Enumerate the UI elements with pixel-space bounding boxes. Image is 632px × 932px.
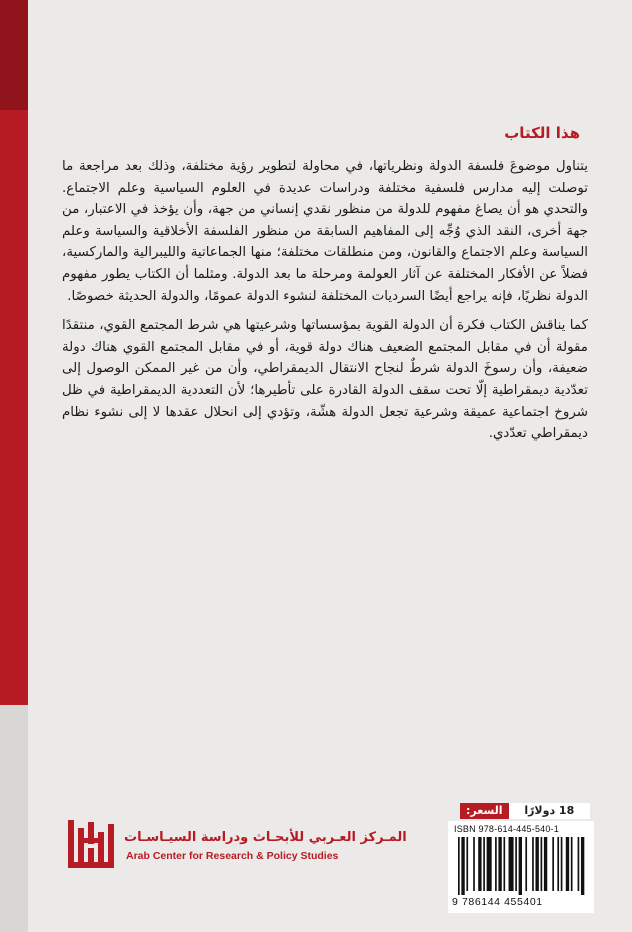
barcode-bar: [544, 837, 547, 891]
price-value: 18 دولارًا: [509, 803, 590, 819]
barcode-bar: [458, 837, 460, 895]
blurb-text: [62, 156, 588, 453]
barcode-bar: [515, 837, 517, 891]
barcode-icon: [458, 837, 586, 895]
barcode-bar: [478, 837, 481, 891]
spine-accent-dark: [0, 0, 28, 110]
barcode-bar: [461, 837, 464, 895]
barcode-bar: [561, 837, 563, 891]
barcode-bar: [566, 837, 569, 891]
barcode-box: [448, 821, 594, 913]
section-title: هذا الكتاب: [504, 124, 580, 142]
barcode-bar: [541, 837, 543, 891]
barcode-bar: [557, 837, 559, 891]
price-label: السعر:: [460, 803, 509, 819]
barcode-bar: [578, 837, 580, 891]
barcode-bar: [509, 837, 514, 891]
acrps-logo-icon: [66, 818, 116, 870]
barcode-bar: [503, 837, 505, 891]
publisher-name-arabic: المـركز العـربي للأبحـاث ودراسة السيـاسـات: [124, 830, 407, 845]
barcode-bar: [552, 837, 554, 891]
barcode-bar: [466, 837, 468, 891]
barcode-bar: [483, 837, 485, 891]
barcode-bar: [519, 837, 522, 895]
barcode-bar: [571, 837, 573, 891]
barcode-bar: [532, 837, 534, 891]
isbn-label: ISBN 978-614-445-540-1: [454, 824, 559, 834]
publisher-name-english: Arab Center for Research & Policy Studies: [126, 850, 339, 862]
blurb-paragraph-1: يتناول موضوعَ فلسفة الدولة ونظرياتها، في محاولة لتطوير رؤية مختلفة، وذلك بعد مراجعة ما توصلت إليه مدارس فلسفية مختلفة ودراسات عديدة في العلوم السياسية وعلم الاجتماع. والتحدي هو أن يصاغ مفهوم للدولة من منظور نقدي إنساني من جهة، وأن يؤخذ في الاعتبار، من جهة أخرى، النقد الذي وُجِّه إلى المفاهيم السابقة من منظور الفلسفة الأخلاقية والسياسة وعلم السياسة وعلم الاجتماع والقانون، ومن منطلقات مختلفة؛ منها الجماعاتية والليبرالية والماركسية، فضلاً عن الأفكار المختلفة عن آثار العولمة ومرحلة ما بعد الدولة. ومثلما أن الكتاب يطور مفهوم الدولة نظريًا، فإنه يراجع أيضًا السرديات المختلفة لنشوء الدولة عمومًا، والدولة الحديثة خصوصًا.: [62, 159, 588, 304]
barcode-bar: [581, 837, 584, 895]
barcode-bar: [473, 837, 475, 891]
barcode-bar: [525, 837, 527, 891]
isbn-digits: 9 786144 455401: [452, 896, 543, 908]
spine-accent-strip: [0, 0, 28, 932]
barcode-bar: [495, 837, 497, 891]
spine-accent-light: [0, 705, 28, 932]
price-tag: [460, 803, 590, 819]
publisher-block: [66, 818, 407, 872]
barcode-bar: [535, 837, 538, 891]
blurb-paragraph-2: كما يناقش الكتاب فكرة أن الدولة القوية بمؤسساتها وشرعيتها هي شرط المجتمع القوي، منتقدًا مقولة أن في مقابل المجتمع الضعيف هناك دولة قوية، أو في مقابل المجتمع القوي هناك دولة ضعيفة، وأن رسوخَ الدولة شرطٌ لنجاح الانتقال الديمقراطي، وأن من غير الممكن الوصول إلى تعدّدية ديمقراطية إلّا تحت سقف الدولة القادرة على تأطيرها؛ لأن التعددية الديمقراطية في ظل شروخ اجتماعية عميقة وشرعية تجعل الدولة هشّة، وتؤدي إلى انحلال عقدها لا إلى نشوء نظام ديمقراطي تعدّدي.: [62, 318, 588, 442]
barcode-bar: [487, 837, 492, 891]
barcode-bar: [498, 837, 501, 891]
